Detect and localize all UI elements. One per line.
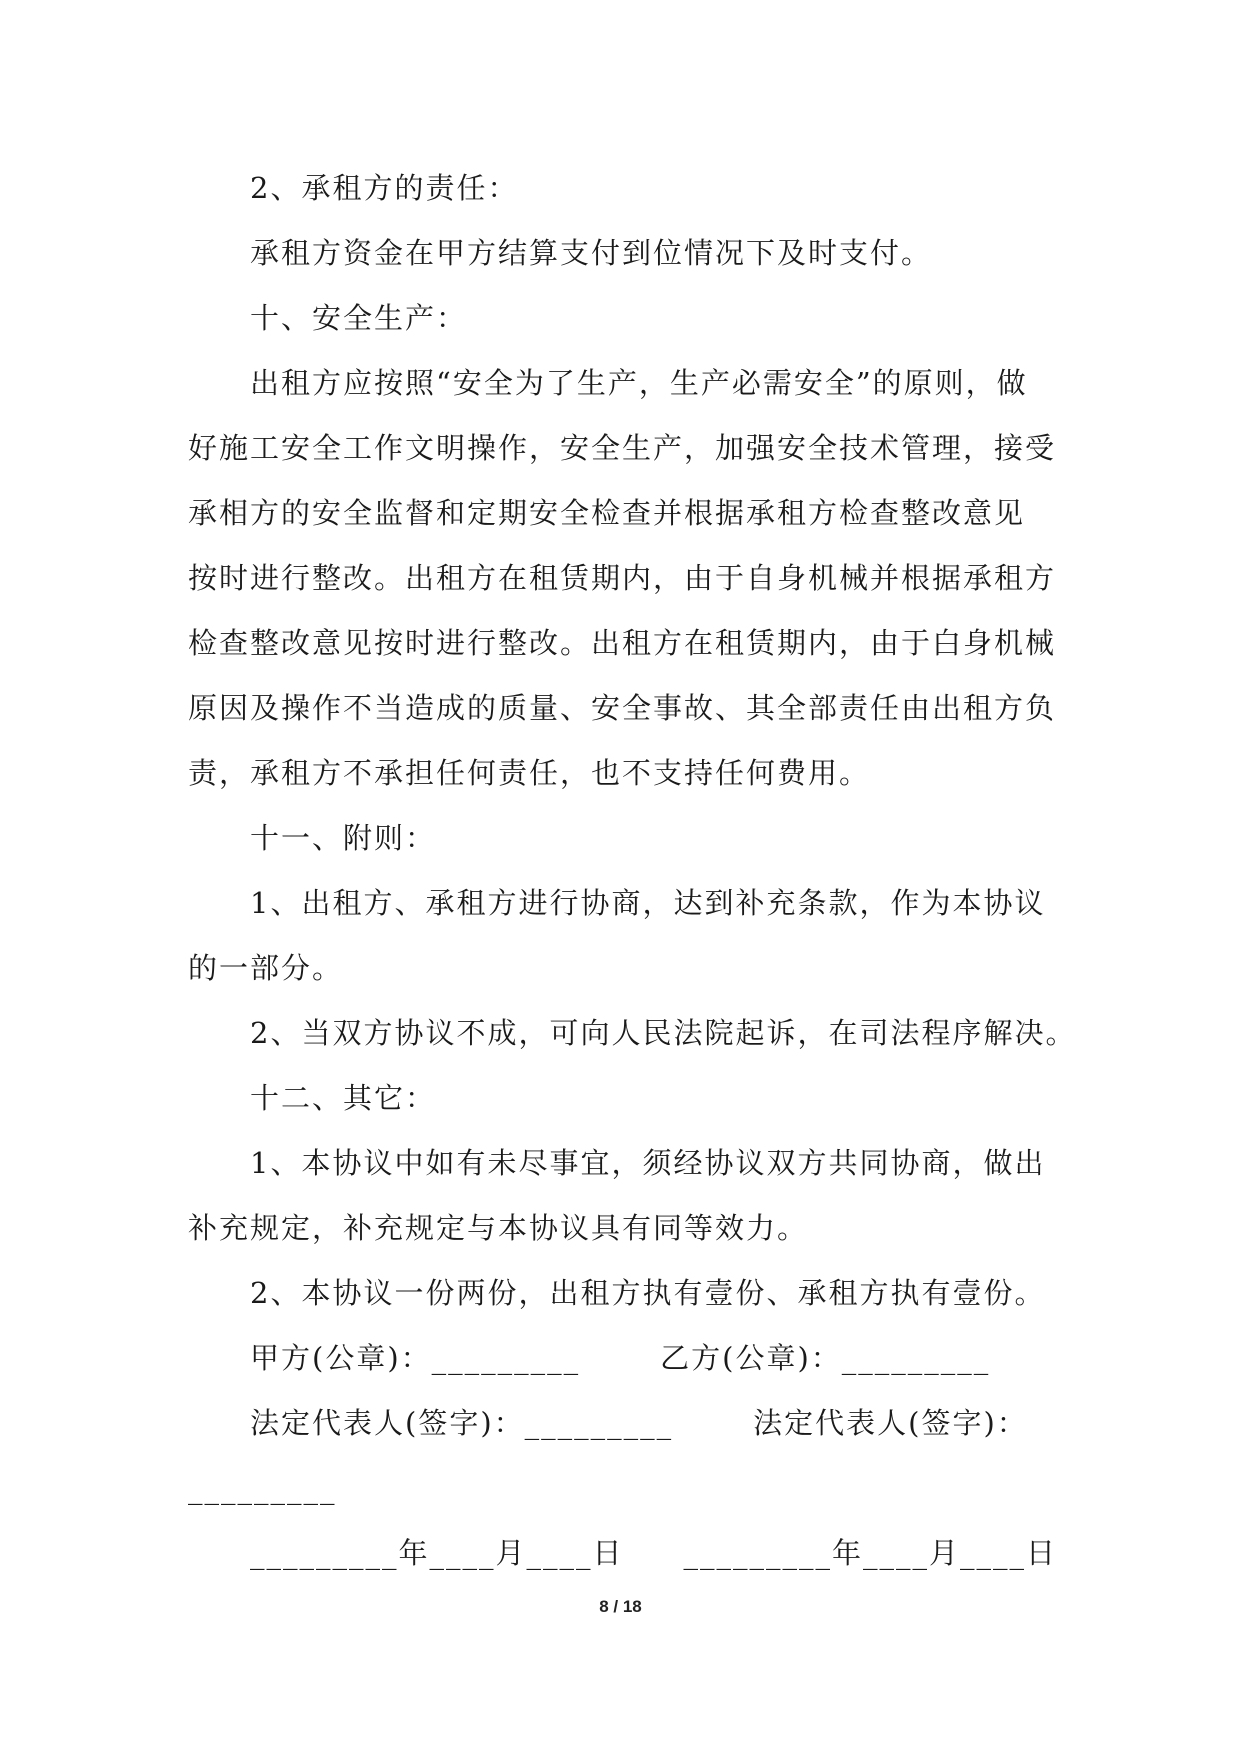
section-heading: 十一、附则： — [250, 821, 437, 855]
paragraph-line: 2、承租方的责任： — [250, 171, 519, 205]
section-heading: 十、安全生产： — [250, 301, 468, 335]
party-b-rep-blank: _________ — [188, 1471, 337, 1505]
party-b-rep-field: 法定代表人(签字)： — [753, 1406, 1028, 1440]
paragraph-line: 1、本协议中如有未尽事宜，须经协议双方共同协商，做出 — [250, 1146, 1046, 1180]
document-body — [188, 156, 1077, 1586]
paragraph-line: 原因及操作不当造成的质量、安全事故、其全部责任由出租方负 — [188, 691, 1057, 725]
paragraph-line: 承相方的安全监督和定期安全检查并根据承租方检查整改意见 — [188, 496, 1026, 530]
paragraph-line: 承租方资金在甲方结算支付到位情况下及时支付。 — [250, 236, 933, 270]
paragraph-line: 按时进行整改。出租方在租赁期内，由于自身机械并根据承租方 — [188, 561, 1057, 595]
party-b-date-field: _________年____月____日 — [683, 1536, 1058, 1570]
section-heading: 十二、其它： — [250, 1081, 437, 1115]
paragraph-line: 责，承租方不承担任何责任，也不支持任何费用。 — [188, 756, 871, 790]
paragraph-line: 出租方应按照“安全为了生产，生产必需安全”的原则，做 — [250, 366, 1028, 400]
party-a-date-field: _________年____月____日 — [250, 1536, 624, 1570]
paragraph-line: 2、本协议一份两份，出租方执有壹份、承租方执有壹份。 — [250, 1276, 1046, 1310]
party-b-seal-field: 乙方(公章)：_________ — [660, 1341, 991, 1375]
paragraph-line: 好施工安全工作文明操作，安全生产，加强安全技术管理，接受 — [188, 431, 1057, 465]
representative-row — [188, 1391, 1068, 1456]
seal-row — [188, 1326, 1068, 1391]
paragraph-line: 2、当双方协议不成，可向人民法院起诉，在司法程序解决。 — [250, 1016, 1077, 1050]
paragraph-line: 补充规定，补充规定与本协议具有同等效力。 — [188, 1211, 809, 1245]
paragraph-line: 1、出租方、承租方进行协商，达到补充条款，作为本协议 — [250, 886, 1046, 920]
date-row — [188, 1521, 1068, 1586]
paragraph-line: 检查整改意见按时进行整改。出租方在租赁期内，由于白身机械 — [188, 626, 1057, 660]
page-number: 8 / 18 — [599, 1597, 642, 1616]
party-a-seal-field: 甲方(公章)：_________ — [250, 1341, 581, 1375]
party-a-rep-field: 法定代表人(签字)：_________ — [250, 1406, 674, 1440]
paragraph-line: 的一部分。 — [188, 951, 344, 985]
